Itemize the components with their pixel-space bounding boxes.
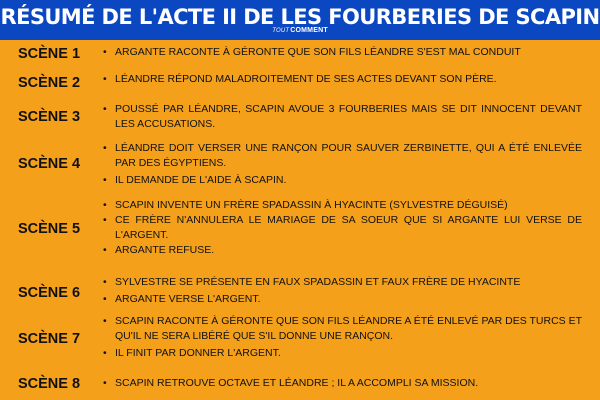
scene-label: SCÈNE 6 [17,285,81,301]
scene-bullets [103,72,582,87]
scene-bullet: • ARGANTE RACONTE À GÉRONTE QUE SON FILS LÉANDRE S'EST MAL CONDUIT [103,45,582,60]
watermark-logo [270,27,330,37]
scene-label: SCÈNE 2 [17,75,81,91]
scene-bullet: • ARGANTE VERSE L'ARGENT. [103,292,582,307]
scene-bullet: • SYLVESTRE SE PRÉSENTE EN FAUX SPADASSIN ET FAUX FRÈRE DE HYACINTE [103,275,582,290]
scene-bullet: • POUSSÉ PAR LÉANDRE, SCAPIN AVOUE 3 FOURBERIES MAIS SE DIT INNOCENT DEVANT LES ACCUSATIONS. [103,102,582,132]
scene-bullets [103,198,582,258]
scene-bullets [103,45,582,60]
watermark-part2: COMMENT [290,27,328,34]
scene-bullets [103,102,582,132]
scene-bullets [103,314,582,361]
page-title: RÉSUMÉ DE L'ACTE II DE LES FOURBERIES DE SCAPIN [0,5,600,29]
scene-bullet: • SCAPIN RACONTE À GÉRONTE QUE SON FILS LÉANDRE A ÉTÉ ENLEVÉ PAR DES TURCS ET QU'IL NE SERA LIBÉRÉ QUE S'IL DONNE UNE RANÇON. [103,314,582,344]
scene-bullets [103,141,582,188]
scene-bullet: • LÉANDRE RÉPOND MALADROITEMENT DE SES ACTES DEVANT SON PÈRE. [103,72,582,87]
scene-bullet: • CE FRÈRE N'ANNULERA LE MARIAGE DE SA SOEUR QUE SI ARGANTE LUI VERSE DE L'ARGENT. [103,213,582,243]
scene-bullet: • LÉANDRE DOIT VERSER UNE RANÇON POUR SAUVER ZERBINETTE, QUI A ÉTÉ ENLEVÉE PAR DES ÉGYPTIENS. [103,141,582,171]
scene-label: SCÈNE 5 [17,221,81,237]
scene-bullet: • IL DEMANDE DE L'AIDE À SCAPIN. [103,173,582,188]
scene-bullets [103,376,582,391]
scene-label: SCÈNE 3 [17,109,81,125]
watermark-part1: TOUT [272,28,290,34]
scene-label: SCÈNE 4 [17,156,81,172]
scene-label: SCÈNE 1 [17,46,81,62]
scene-bullet: • IL FINIT PAR DONNER L'ARGENT. [103,346,582,361]
scene-bullets [103,275,582,307]
scene-bullet: • ARGANTE REFUSE. [103,243,582,258]
scene-label: SCÈNE 7 [17,331,81,347]
scene-bullet: • SCAPIN INVENTE UN FRÈRE SPADASSIN À HYACINTE (SYLVESTRE DÉGUISÉ) [103,198,582,213]
scene-label: SCÈNE 8 [17,376,81,392]
scene-bullet: • SCAPIN RETROUVE OCTAVE ET LÉANDRE ; IL A ACCOMPLI SA MISSION. [103,376,582,391]
